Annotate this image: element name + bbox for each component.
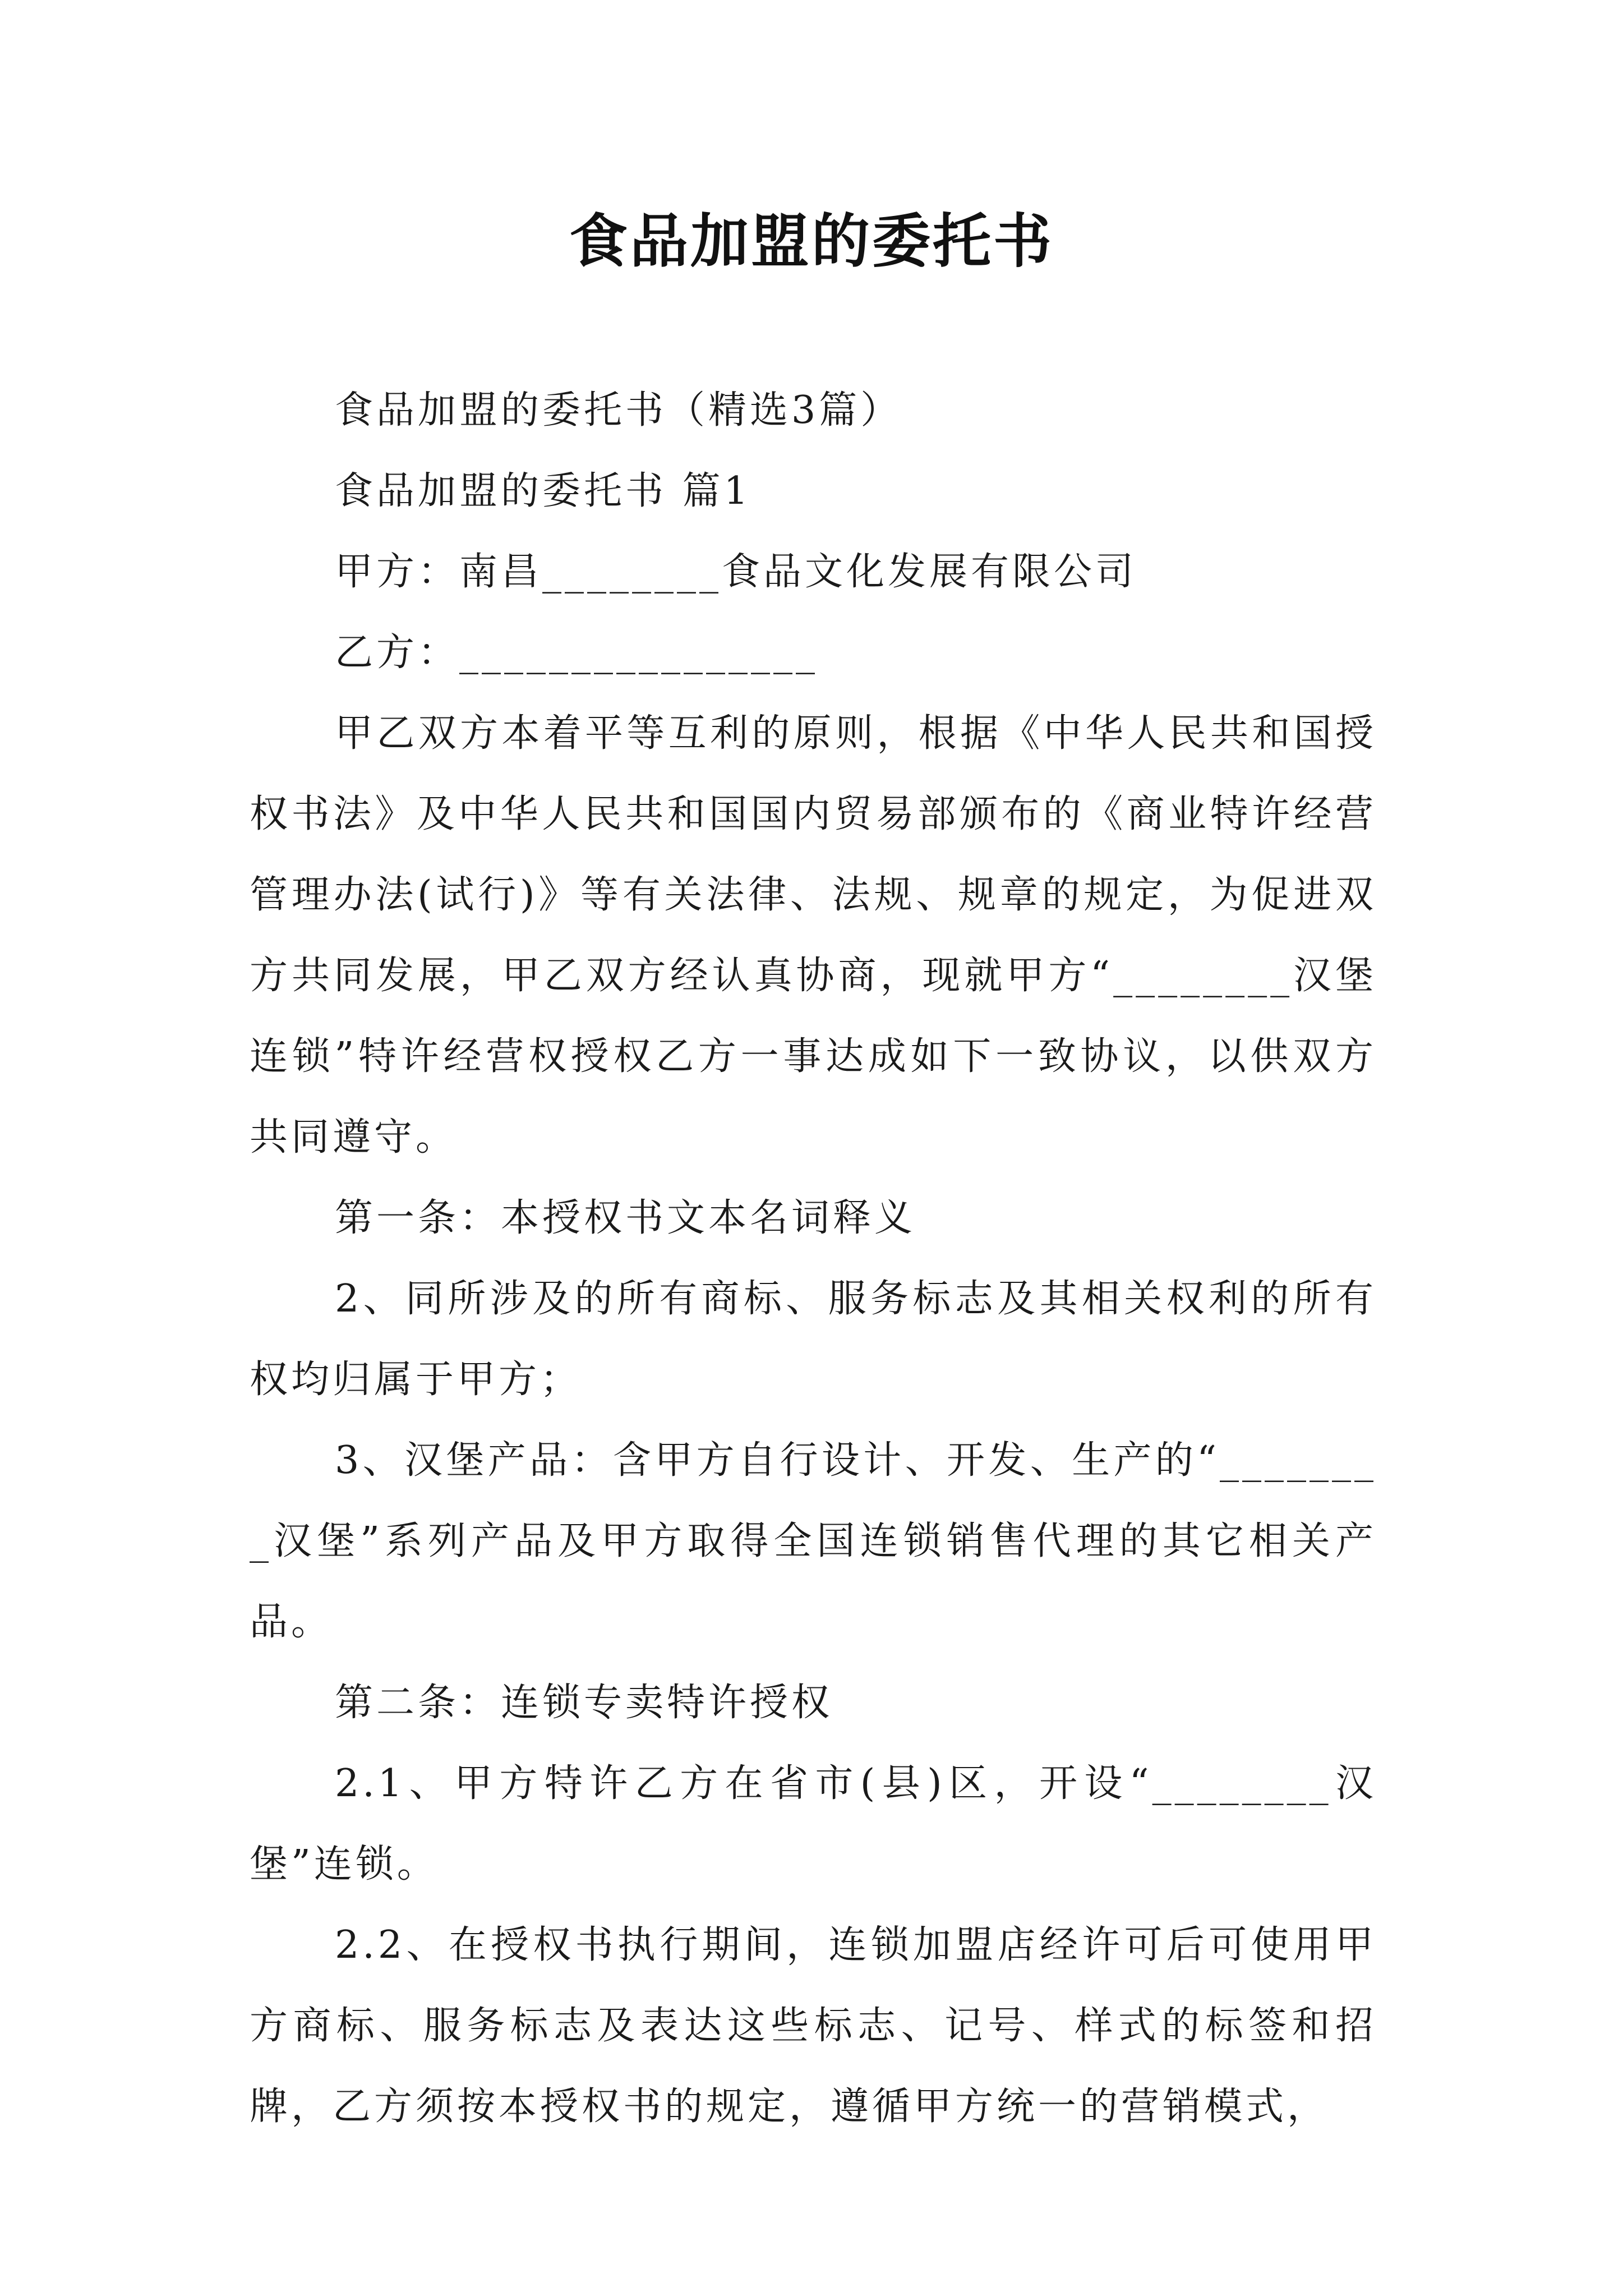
paragraph-clause-3: 3、汉堡产品：含甲方自行设计、开发、生产的“________汉堡”系列产品及甲方取得全国连锁销售代理的其它相关产品。 <box>250 1438 1377 1644</box>
paragraph-party-a: 甲方：南昌________食品文化发展有限公司 <box>335 550 1137 594</box>
paragraph-article-2-heading: 第二条：连锁专卖特许授权 <box>335 1681 833 1725</box>
document-body <box>250 370 1377 2147</box>
paragraph-preamble: 甲乙双方本着平等互利的原则，根据《中华人民共和国授权书法》及中华人民共和国国内贸易部颁布的《商业特许经营管理办法(试行)》等有关法律、法规、规章的规定，为促进双方共同发展，甲乙双方经认真协商，现就甲方“________汉堡连锁”特许经营权授权乙方一事达成如下一致协议，以供双方共同遵守。 <box>250 711 1377 1159</box>
paragraph-clause-2: 2、同所涉及的所有商标、服务标志及其相关权利的所有权均归属于甲方； <box>250 1277 1377 1402</box>
paragraph-clause-2-2: 2.2、在授权书执行期间，连锁加盟店经许可后可使用甲方商标、服务标志及表达这些标志、记号、样式的标签和招牌，乙方须按本授权书的规定，遵循甲方统一的营销模式， <box>250 1923 1377 2129</box>
paragraph-party-b: 乙方：________________ <box>335 631 819 675</box>
paragraph-section-heading: 食品加盟的委托书 篇1 <box>335 469 751 513</box>
paragraph-subtitle: 食品加盟的委托书（精选3篇） <box>335 388 902 432</box>
paragraph-clause-2-1: 2.1、甲方特许乙方在省市(县)区，开设“________汉堡”连锁。 <box>250 1761 1377 1887</box>
document-title: 食品加盟的委托书 <box>569 207 1054 275</box>
paragraph-article-1-heading: 第一条：本授权书文本名词释义 <box>335 1196 916 1240</box>
